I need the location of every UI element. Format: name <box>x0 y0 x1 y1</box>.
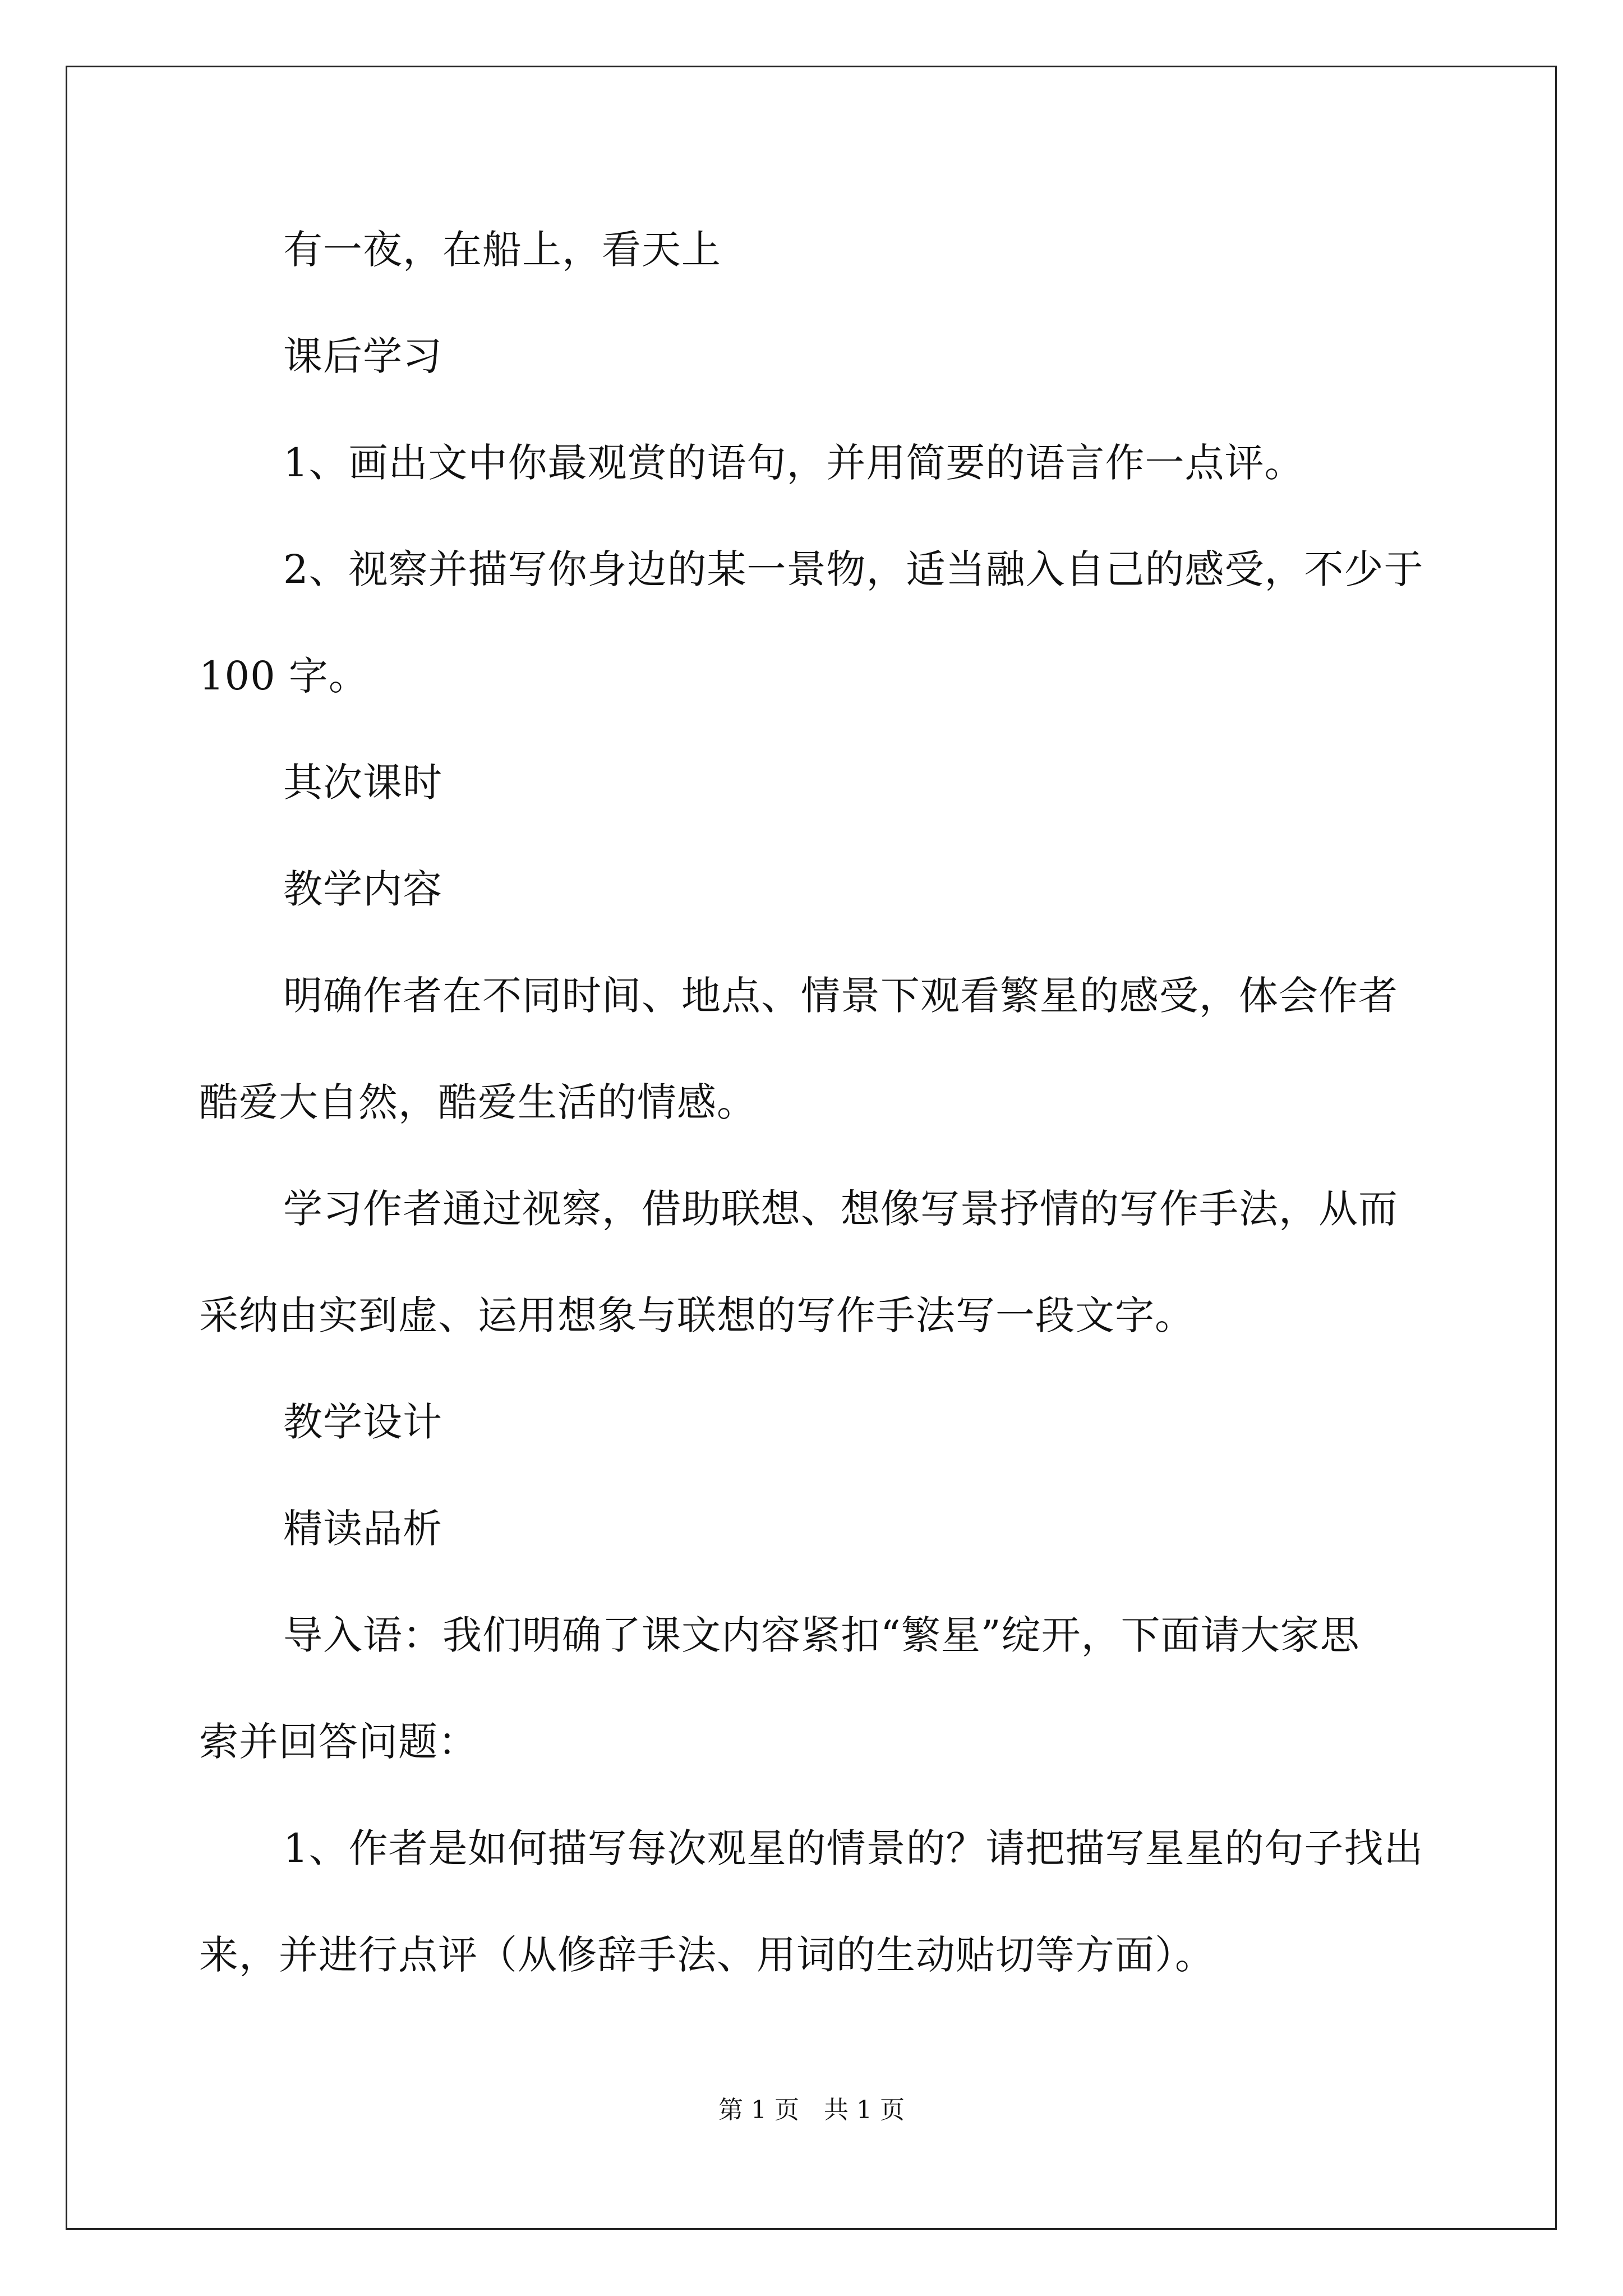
text-line: 索并回答问题： <box>199 1719 478 1765</box>
text-line: 有一夜，在船上，看天上 <box>283 227 721 273</box>
text-line: 其次课时 <box>283 760 442 806</box>
text-line: 精读品析 <box>283 1506 442 1552</box>
text-line: 明确作者在不同时间、地点、情景下观看繁星的感受，体会作者 <box>283 973 1398 1019</box>
text-line: 2、视察并描写你身边的某一景物，适当融入自己的感受，不少于 <box>283 546 1424 592</box>
page-number-footer: 第 1 页 共 1 页 <box>718 2096 905 2124</box>
text-line: 酷爱大自然，酷爱生活的情感。 <box>199 1079 757 1125</box>
page-border <box>66 66 1557 2230</box>
text-line: 1、作者是如何描写每次观星的情景的？请把描写星星的句子找出 <box>283 1825 1424 1871</box>
text-line: 100 字。 <box>199 653 368 699</box>
text-line: 课后学习 <box>283 333 442 379</box>
text-line: 采纳由实到虚、运用想象与联想的写作手法写一段文字。 <box>199 1292 1195 1338</box>
text-line: 教学内容 <box>283 866 442 912</box>
text-line: 教学设计 <box>283 1399 442 1445</box>
text-line: 学习作者通过视察，借助联想、想像写景抒情的写作手法，从而 <box>283 1186 1398 1232</box>
text-line: 导入语：我们明确了课文内容紧扣“繁星”绽开，下面请大家思 <box>283 1612 1360 1658</box>
text-line: 1、画出文中你最观赏的语句，并用简要的语言作一点评。 <box>283 440 1304 486</box>
text-line: 来，并进行点评（从修辞手法、用词的生动贴切等方面）。 <box>199 1932 1215 1978</box>
